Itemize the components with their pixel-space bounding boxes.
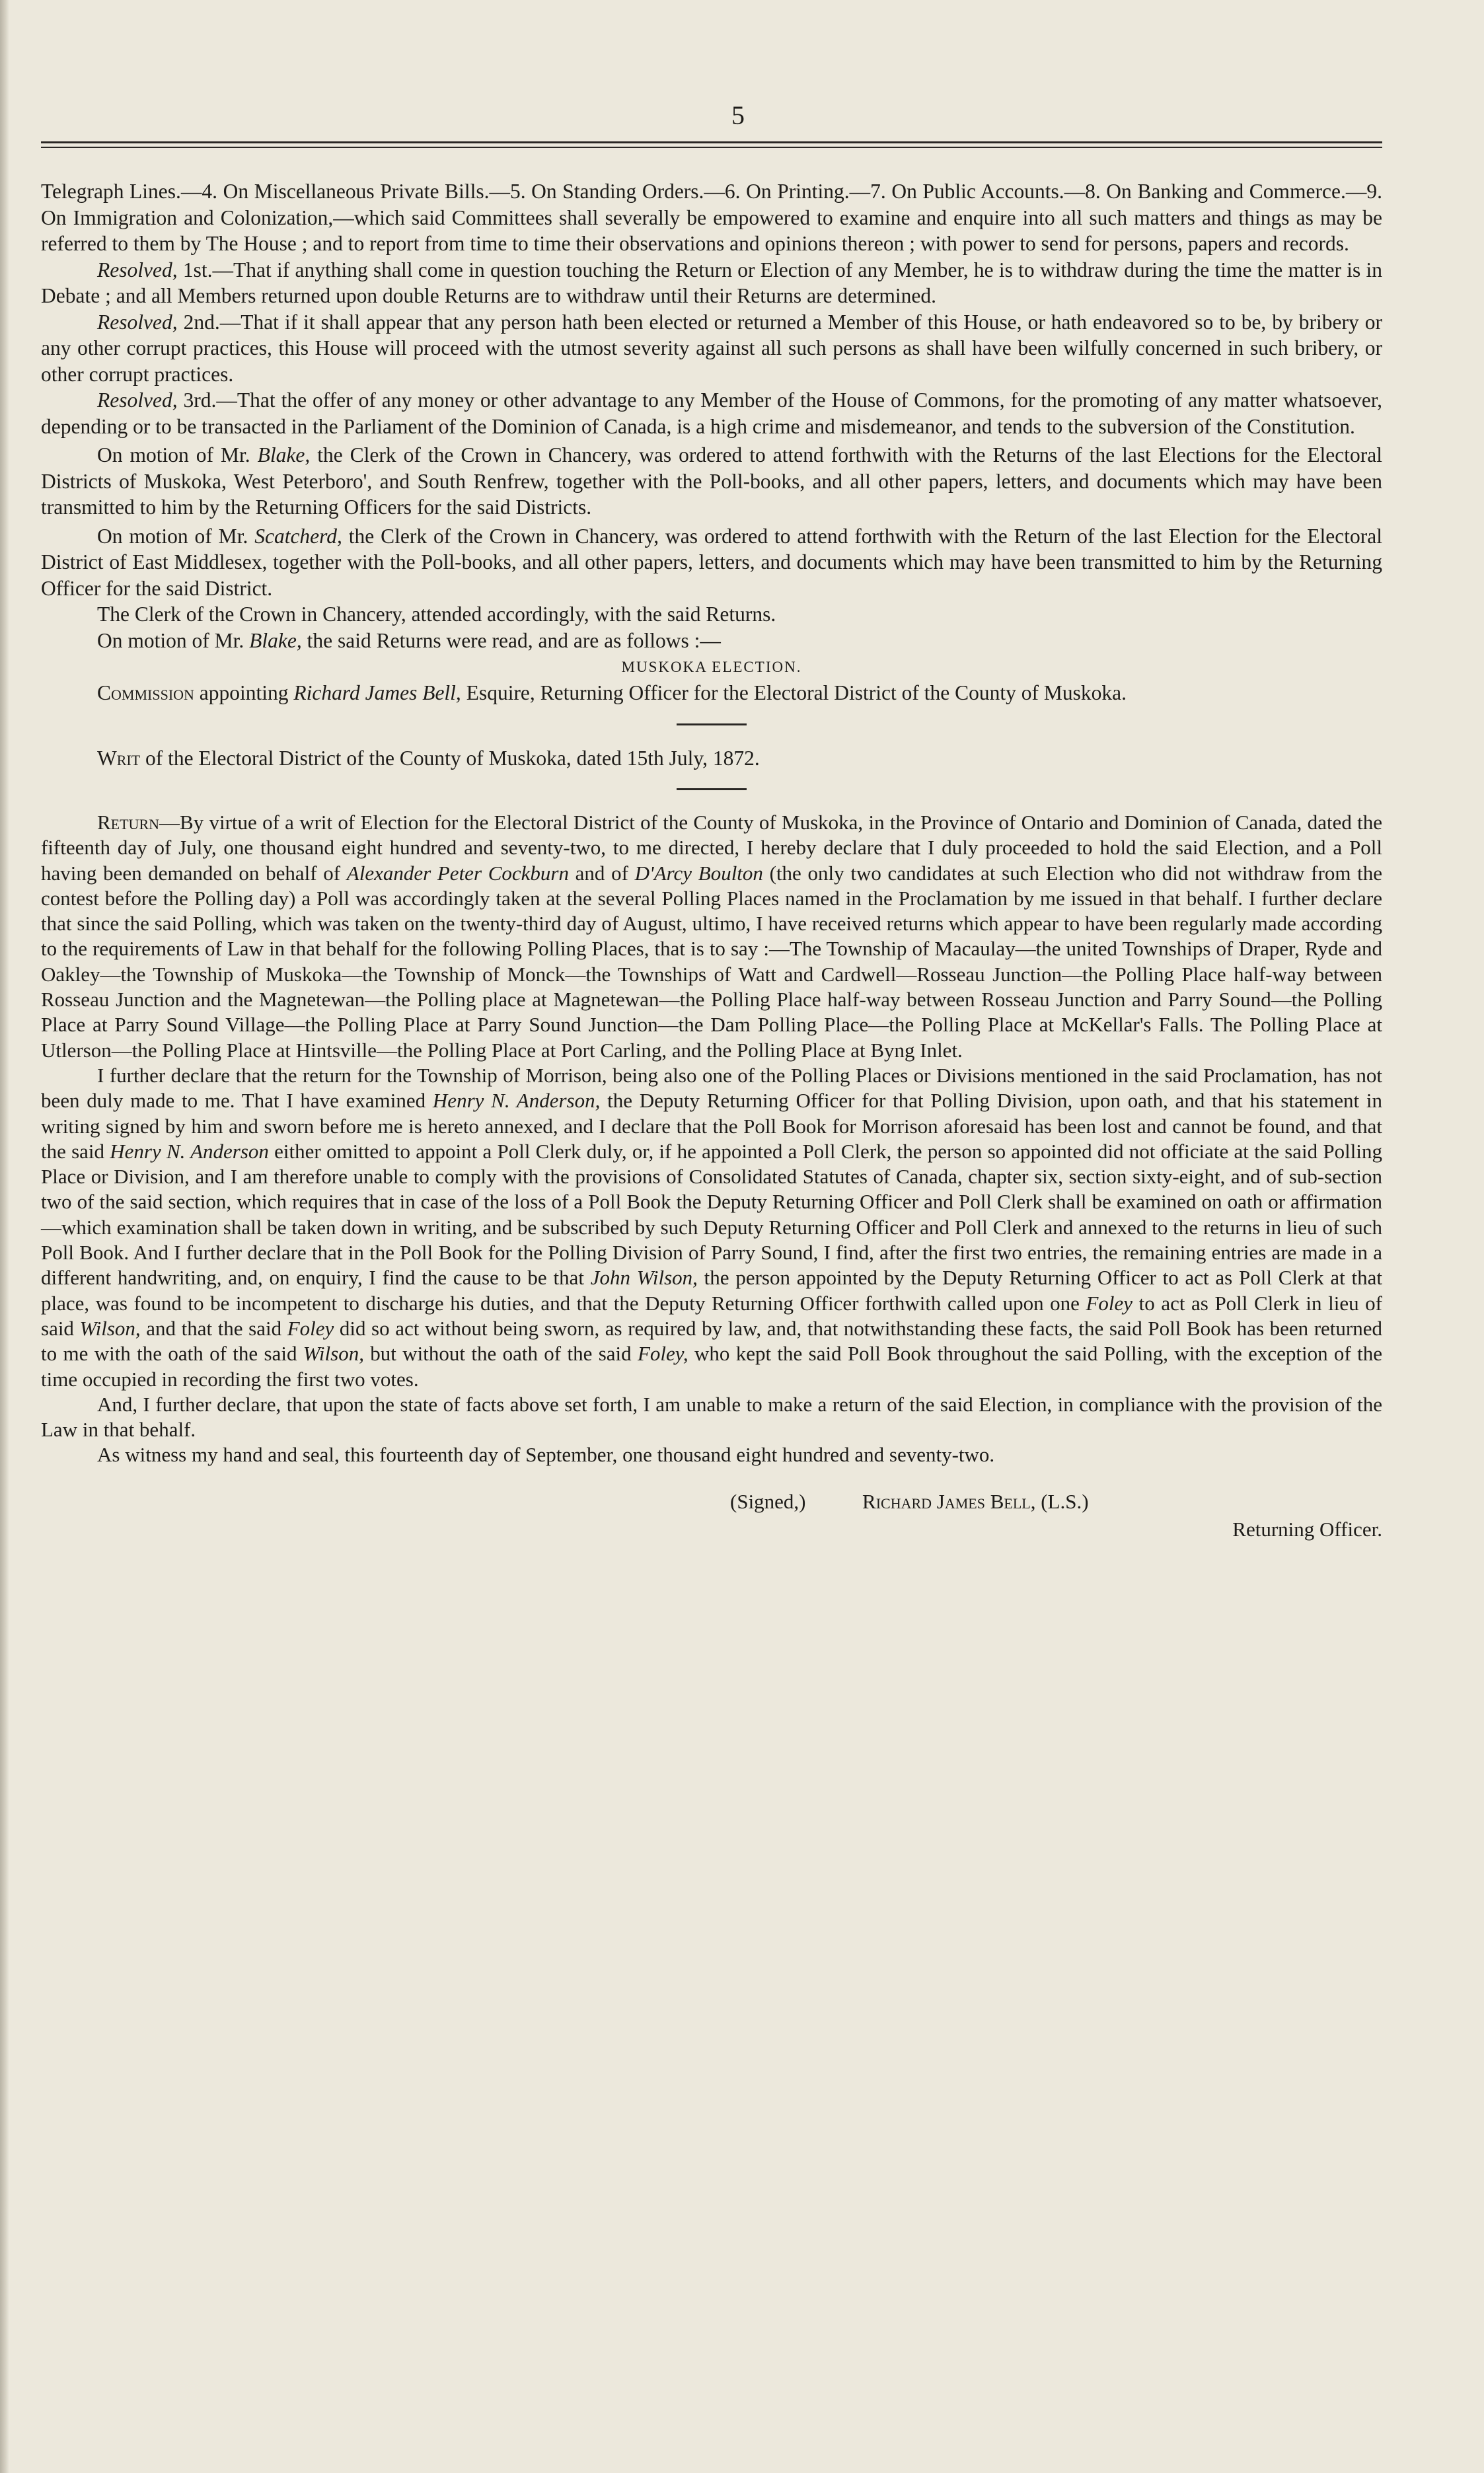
- signed-label: (Signed,): [730, 1489, 806, 1513]
- text-run: On motion of Mr.: [97, 524, 255, 548]
- text-run: the Deputy Returning Officer for that Polling Division, upon oath, and that his statement in writing signed by him and sworn before me is hereto annexed, and I declare that the Poll Book for Morrison aforesaid has been lost and cannot be found, and that the said: [41, 1089, 1382, 1163]
- paragraph-motion-blake: [41, 442, 1382, 521]
- paragraph-returns-read: [41, 628, 1382, 654]
- italic-run: Foley: [287, 1316, 334, 1340]
- italic-run: Scatcherd,: [254, 524, 342, 548]
- page-number: 5: [731, 100, 745, 130]
- return-text: [41, 810, 1382, 1468]
- text-run: of the Electoral District of the County of Muskoka, dated 15th July, 1872.: [140, 746, 760, 770]
- text-run: (the only two candidates at such Election who did not withdraw from the contest before the Polling day) a Poll was accordingly taken at the several Polling Places named in the Proclamation by me issued in that behalf. I further declare that since the said Polling, which was taken on the twenty-third day of August, ultimo, I have received returns which appear to have been regularly made according to the requirements of Law in that behalf for the following Polling Places, that is to say :—The Township of Macaulay—the united Townships of Draper, Ryde and Oakley—the Township of Muskoka—the Township of Monck—the Townships of Watt and Cardwell—Rosseau Junction—the Polling Place half-way between Rosseau Junction and the Magnetewan—the Polling place at Magnetewan—the Polling Place half-way between Rosseau Junction and Parry Sound—the Polling Place at Parry Sound Village—the Polling Place at Parry Sound Junction—the Dam Polling Place—the Polling Place at McKellar's Falls. The Polling Place at Utlerson—the Polling Place at Hintsville—the Polling Place at Port Carling, and the Polling Place at Byng Inlet.: [41, 861, 1383, 1062]
- paragraph-motion-scatcherd: [41, 523, 1382, 602]
- text-run: 3rd.—That the offer of any money or other advantage to any Member of the House of Commons, for the promoting of any matter whatsoever, depending or to be transacted in the Parliament of the Dominion of Canada, is a high crime and misdemeanor, and tends to the subversion of the Constitution.: [41, 388, 1382, 438]
- text-run: the person appointed by the Deputy Returning Officer to act as Poll Clerk at that place, was found to be incompetent to discharge his duties, and that the Deputy Returning Officer forthwith called upon one: [41, 1266, 1383, 1315]
- italic-run: John Wilson,: [590, 1266, 698, 1290]
- text-run: the Clerk of the Crown in Chancery, was ordered to attend forthwith with the Return of the last Election for the Electoral District of East Middlesex, together with the Poll-books, and all other papers, letters, and documents which may have been transmitted to him by the Returning Officer for the said District.: [41, 524, 1382, 600]
- paragraph-return-main: [41, 810, 1382, 1063]
- text-run: but without the oath of the said: [363, 1342, 638, 1366]
- paragraph-return-witness: [41, 1442, 1382, 1467]
- text-run: 2nd.—That if it shall appear that any person hath been elected or returned a Member of this House, or hath endeavored so to be, by bribery or any other corrupt practices, this House will proceed with the utmost severity against all such persons as shall have been wilfully concerned in such bribery, or other corrupt practices.: [41, 310, 1382, 386]
- separator-rule-2: [677, 788, 747, 790]
- text-run: did so act without being sworn, as required by law, and, that notwithstanding these facts, the said Poll Book has been returned to me with the oath of the said: [41, 1316, 1382, 1366]
- paragraph-writ: [41, 745, 1382, 772]
- text-run: and of: [568, 861, 635, 885]
- paragraph-resolved-third: [41, 387, 1382, 439]
- paragraph-return-morrison: [41, 1063, 1382, 1392]
- text-run: and that the said: [140, 1316, 287, 1340]
- italic-run: Foley,: [638, 1342, 688, 1366]
- text-run: On motion of Mr.: [97, 628, 250, 652]
- paragraph-resolved-first: [41, 257, 1382, 309]
- header-double-rule: [41, 141, 1382, 148]
- text-run: to act as Poll Clerk in lieu of said: [41, 1291, 1382, 1340]
- paragraph-resolved-second: [41, 309, 1382, 388]
- paragraph-clerk-attended: [41, 601, 1382, 628]
- paragraph-return-unable: [41, 1392, 1382, 1443]
- text-run: As witness my hand and seal, this fourteenth day of September, one thousand eight hundred and seventy-two.: [97, 1443, 995, 1467]
- italic-run: Wilson,: [79, 1316, 141, 1340]
- signature-line: [730, 1488, 1089, 1516]
- paragraph-commission: [41, 680, 1382, 706]
- paragraph-committees: [41, 178, 1382, 257]
- text-run: the said Returns were read, and are as follows :—: [301, 628, 721, 652]
- italic-run: Resolved,: [97, 388, 178, 412]
- text-run: Esquire, Returning Officer for the Electoral District of the County of Muskoka.: [461, 681, 1127, 704]
- text-run: And, I further declare, that upon the state of facts above set forth, I am unable to make a return of the said Election, in compliance with the provision of the Law in that behalf.: [41, 1392, 1382, 1442]
- text-run: —By virtue of a writ of Election for the Electoral District of the County of Muskoka, in the Province of Ontario and Dominion of Canada, dated the fifteenth day of July, one thousand eight hundred and seventy-two, to me directed, I hereby declare that I duly proceeded to hold the said Election, and a Poll having been demanded on behalf of: [41, 811, 1382, 885]
- section-heading-muskoka: MUSKOKA ELECTION.: [621, 659, 802, 675]
- italic-run: Blake,: [257, 443, 311, 466]
- text-run: On motion of Mr.: [97, 443, 258, 466]
- text-run: either omitted to appoint a Poll Clerk duly, or, if he appointed a Poll Clerk, the person so appointed did not officiate at the said Polling Place or Division, and I am therefore unable to comply with the provisions of Consolidated Statutes of Canada, chapter six, section sixty-eight, and of sub-section two of the said section, which requires that in case of the loss of a Poll Book the Deputy Returning Officer and Poll Clerk shall be examined on oath or affirmation—which examination shall be taken down in writing, and be subscribed by such Deputy Returning Officer and Poll Clerk and annexed to the returns in lieu of such Poll Book. And I further declare that in the Poll Book for the Polling Division of Parry Sound, I find, after the first two entries, the remaining entries are made in a different handwriting, and, on enquiry, I find the cause to be that: [41, 1139, 1382, 1290]
- text-run: Telegraph Lines.—4. On Miscellaneous Private Bills.—5. On Standing Orders.—6. On Printing.—7. On Public Accounts.—8. On Banking and Commerce.—9. On Immigration and Colonization,—which said Committees shall severally be empowered to examine and enquire into all such matters and things as may be referred to them by The House ; and to report from time to time their observations and opinions thereon ; with power to send for persons, papers and records.: [41, 180, 1382, 255]
- text-run: The Clerk of the Crown in Chancery, attended accordingly, with the said Returns.: [97, 603, 776, 626]
- small-caps-run: Commission: [97, 681, 194, 704]
- separator-rule-1: [677, 723, 747, 725]
- italic-run: Foley: [1086, 1291, 1133, 1315]
- italic-run: Resolved,: [97, 258, 178, 281]
- small-caps-run: Writ: [97, 746, 141, 770]
- text-run: appointing: [194, 681, 294, 704]
- text-run: who kept the said Poll Book throughout the said Polling, with the exception of the time occupied in recording the first two votes.: [41, 1342, 1382, 1391]
- italic-run: Henry N. Anderson,: [432, 1089, 601, 1113]
- italic-run: Henry N. Anderson: [110, 1139, 269, 1163]
- small-caps-run: Return: [97, 811, 160, 834]
- signatory-title: Returning Officer.: [1232, 1517, 1382, 1541]
- document-page: [41, 99, 1382, 1554]
- page-binding-edge: [0, 0, 9, 2473]
- italic-run: Alexander Peter Cockburn: [346, 861, 569, 885]
- italic-run: D'Arcy Boulton: [634, 861, 763, 885]
- italic-run: Resolved,: [97, 310, 178, 334]
- text-run: I further declare that the return for the Township of Morrison, being also one of the Polling Places or Divisions mentioned in the said Proclamation, has not been duly made to me. That I have examined: [41, 1063, 1382, 1113]
- signature-block: [41, 1488, 1382, 1554]
- italic-run: Richard James Bell,: [293, 681, 461, 704]
- italic-run: Wilson,: [303, 1342, 364, 1366]
- signatory-name: Richard James Bell,: [862, 1489, 1036, 1513]
- text-run: the Clerk of the Crown in Chancery, was ordered to attend forthwith with the Returns of the last Elections for the Electoral Districts of Muskoka, West Peterboro', and South Renfrew, together with the Poll-books, and all other papers, letters, and documents which may have been transmitted to him by the Returning Officers for the said Districts.: [41, 443, 1382, 519]
- text-run: 1st.—That if anything shall come in question touching the Return or Election of any Member, he is to withdraw during the time the matter is in Debate ; and all Members returned upon double Returns are to withdraw until their Returns are determined.: [41, 258, 1382, 307]
- proceedings-text: [41, 178, 1382, 790]
- italic-run: Blake,: [249, 628, 302, 652]
- seal-mark: (L.S.): [1035, 1489, 1089, 1513]
